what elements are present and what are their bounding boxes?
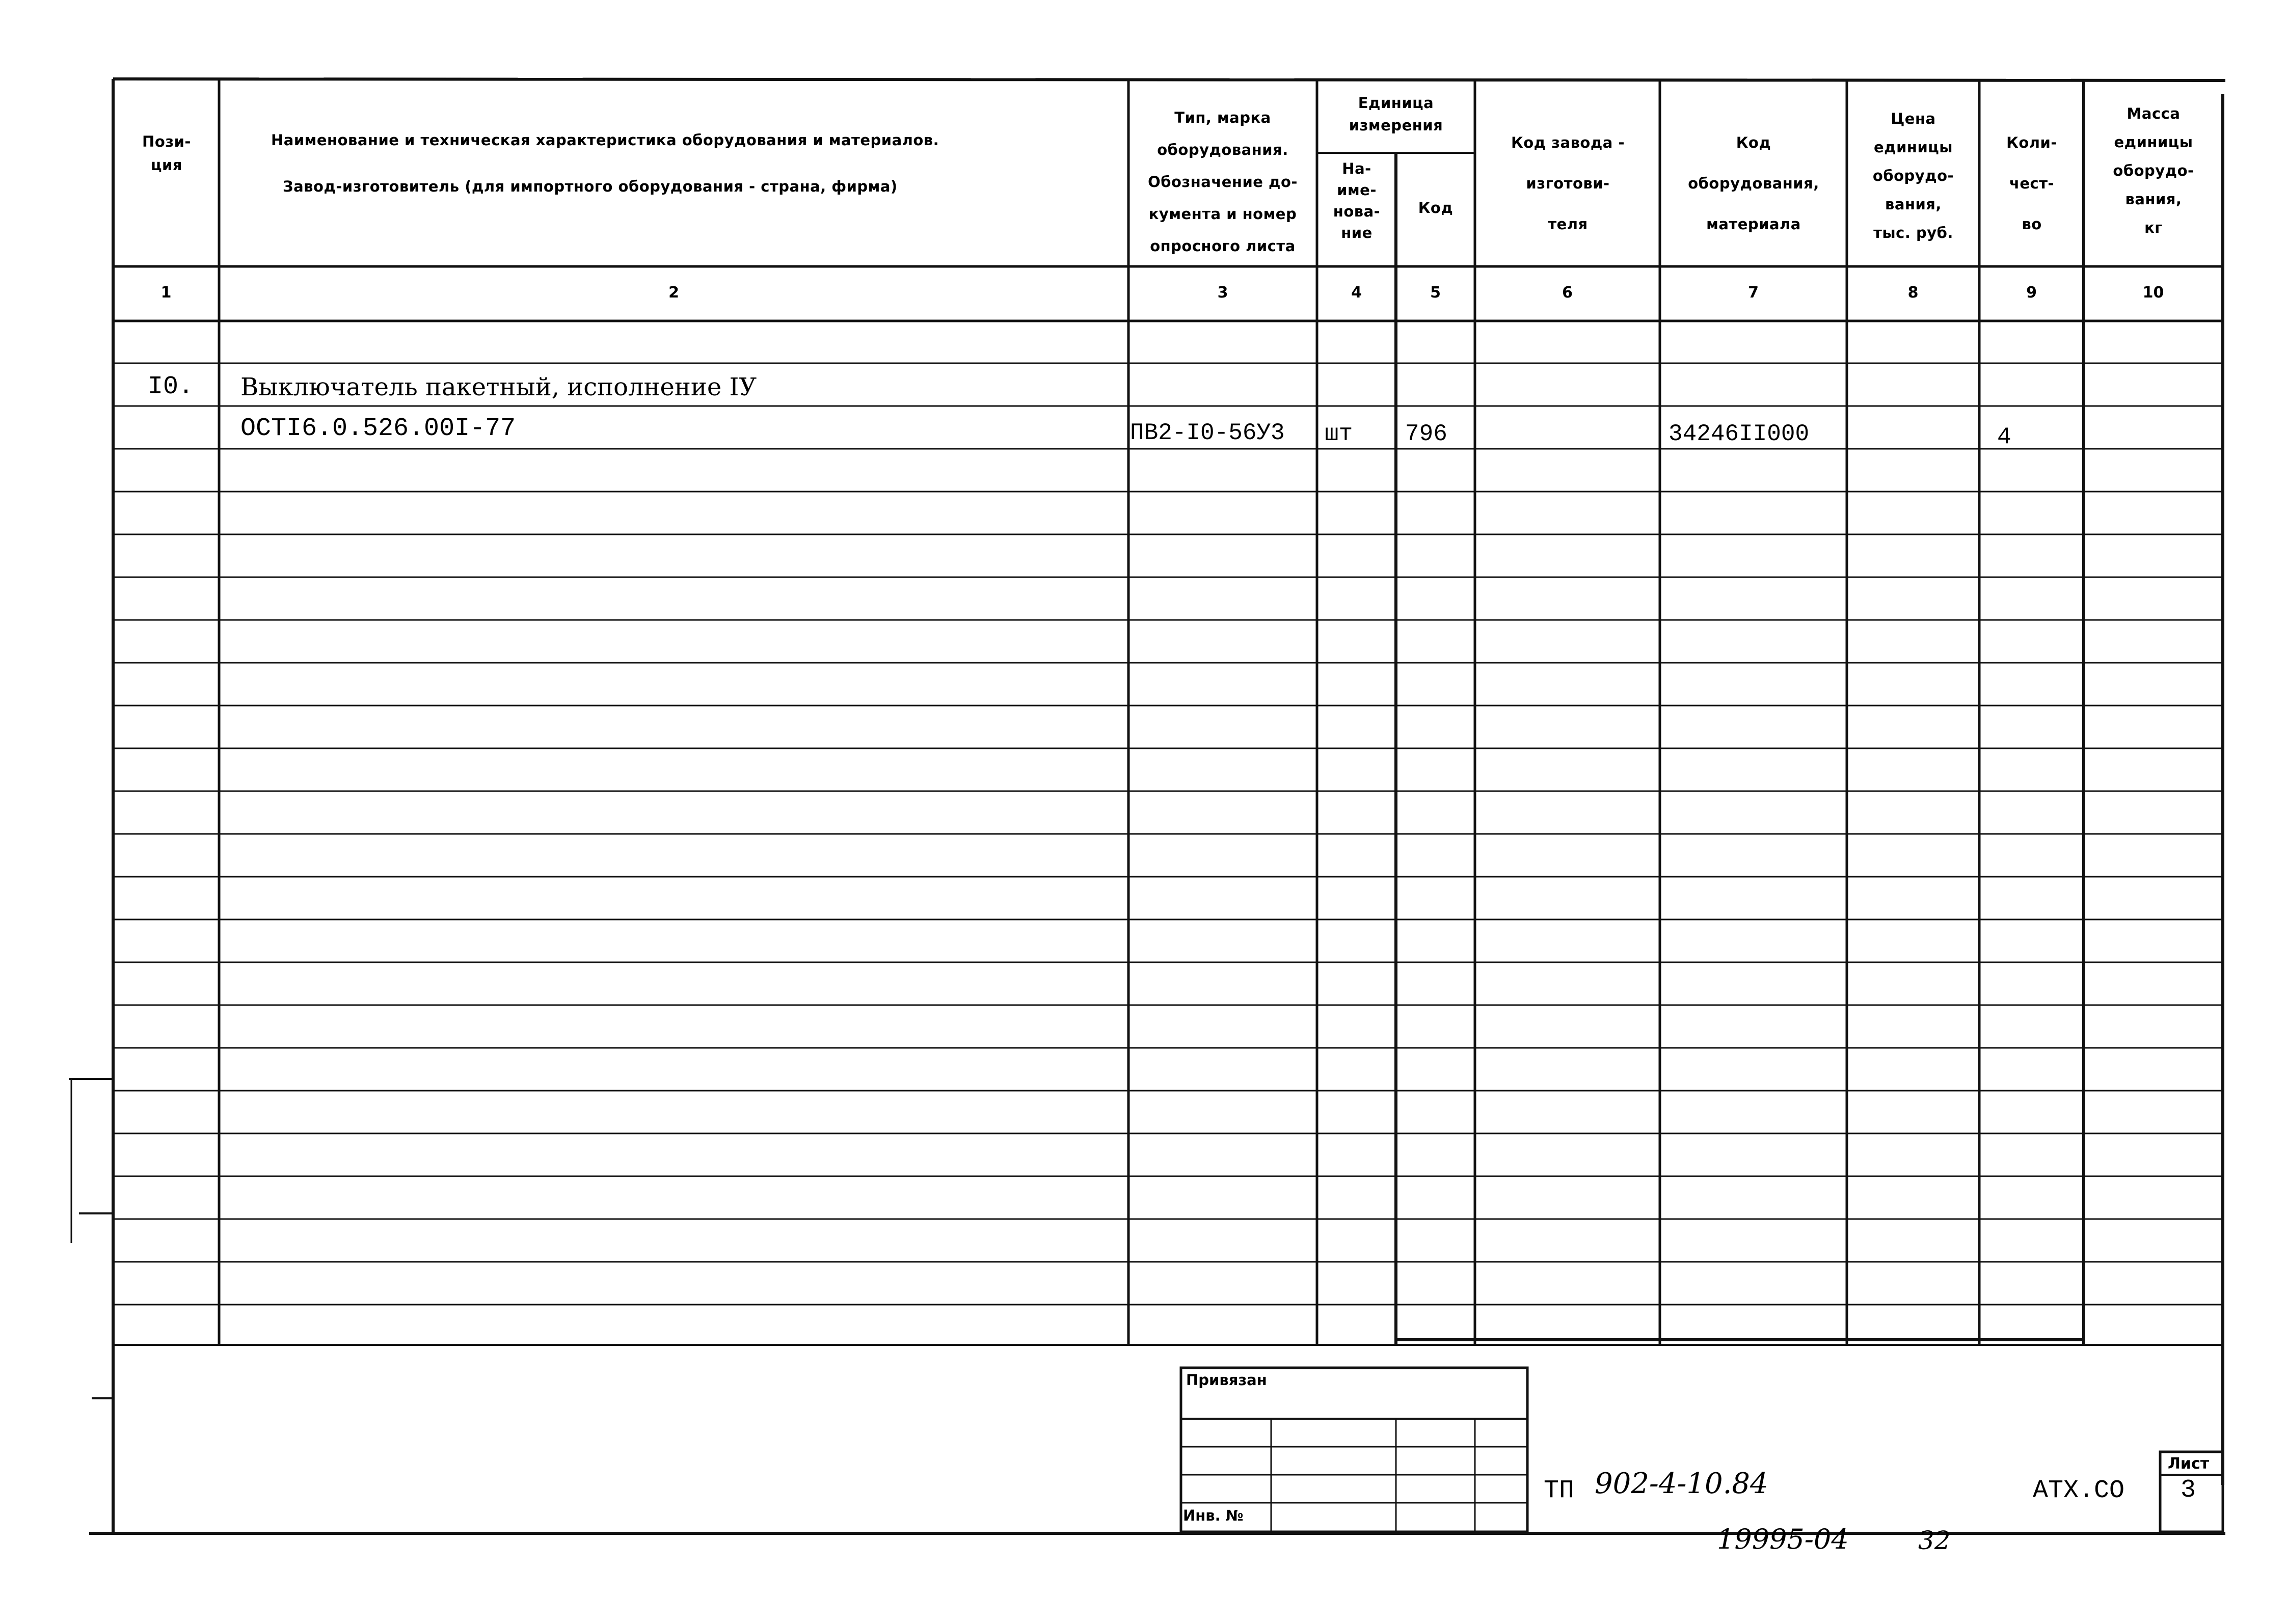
header-plant-code: Код завода - изготови- теля	[1511, 134, 1625, 233]
sheet-number: 3	[2181, 1476, 2196, 1505]
column-number: 8	[1907, 284, 1919, 302]
stamp-inv-label: Инв. №	[1183, 1507, 1244, 1524]
column-number: 4	[1351, 284, 1362, 302]
column-number: 9	[2026, 284, 2037, 302]
page-number: 32	[1918, 1526, 1951, 1555]
row-name: ОСТI6.0.526.00I-77	[240, 414, 516, 443]
header-unit-mass: Масса единицы оборудо- вания, кг	[2113, 105, 2194, 236]
header-unit-code: Код	[1418, 199, 1454, 216]
row-position: I0.	[148, 372, 194, 401]
row-type: ПВ2-I0-56У3	[1130, 420, 1285, 446]
stamp-attached-label: Привязан	[1186, 1371, 1267, 1389]
header-quantity: Коли- чест- во	[2006, 134, 2057, 233]
sheet-label: Лист	[2168, 1455, 2210, 1473]
column-number: 2	[668, 284, 679, 302]
doc-code: АТХ.СО	[2033, 1476, 2125, 1505]
column-number: 5	[1430, 284, 1441, 302]
header-equipment-code: Код оборудования, материала	[1688, 134, 1819, 233]
row-quantity: 4	[1997, 424, 2011, 450]
header-type: Тип, марка оборудования. Обозначение до- кумента и номер опросного листа	[1148, 109, 1298, 255]
doc-prefix: ТП	[1544, 1476, 1575, 1505]
header-unit-price: Цена единицы оборудо- вания, тыс. руб.	[1872, 110, 1954, 241]
row-unit-name: шт	[1325, 421, 1353, 447]
row-unit-code: 796	[1405, 421, 1447, 447]
row-equipment-code: 34246II000	[1669, 421, 1810, 447]
header-position: Пози- ция	[142, 133, 191, 174]
column-number: 10	[2142, 284, 2164, 302]
doc-number: 902-4-10.84	[1595, 1467, 1768, 1500]
row-name: Выключатель пакетный, исполнение IУ	[240, 373, 757, 401]
header-name-line2: Завод-изготовитель (для импортного оборудования - страна, фирма)	[283, 178, 898, 195]
column-number: 6	[1562, 284, 1573, 302]
header-unit-group: Единица измерения	[1349, 94, 1443, 134]
header-name-line1: Наименование и техническая характеристика оборудования и материалов.	[271, 131, 939, 149]
column-number: 3	[1217, 284, 1228, 302]
header-unit-name: На- име- нова- ние	[1333, 160, 1381, 241]
archive-number: 19995-04	[1717, 1523, 1849, 1555]
column-number: 1	[160, 284, 172, 302]
column-number: 7	[1748, 284, 1759, 302]
